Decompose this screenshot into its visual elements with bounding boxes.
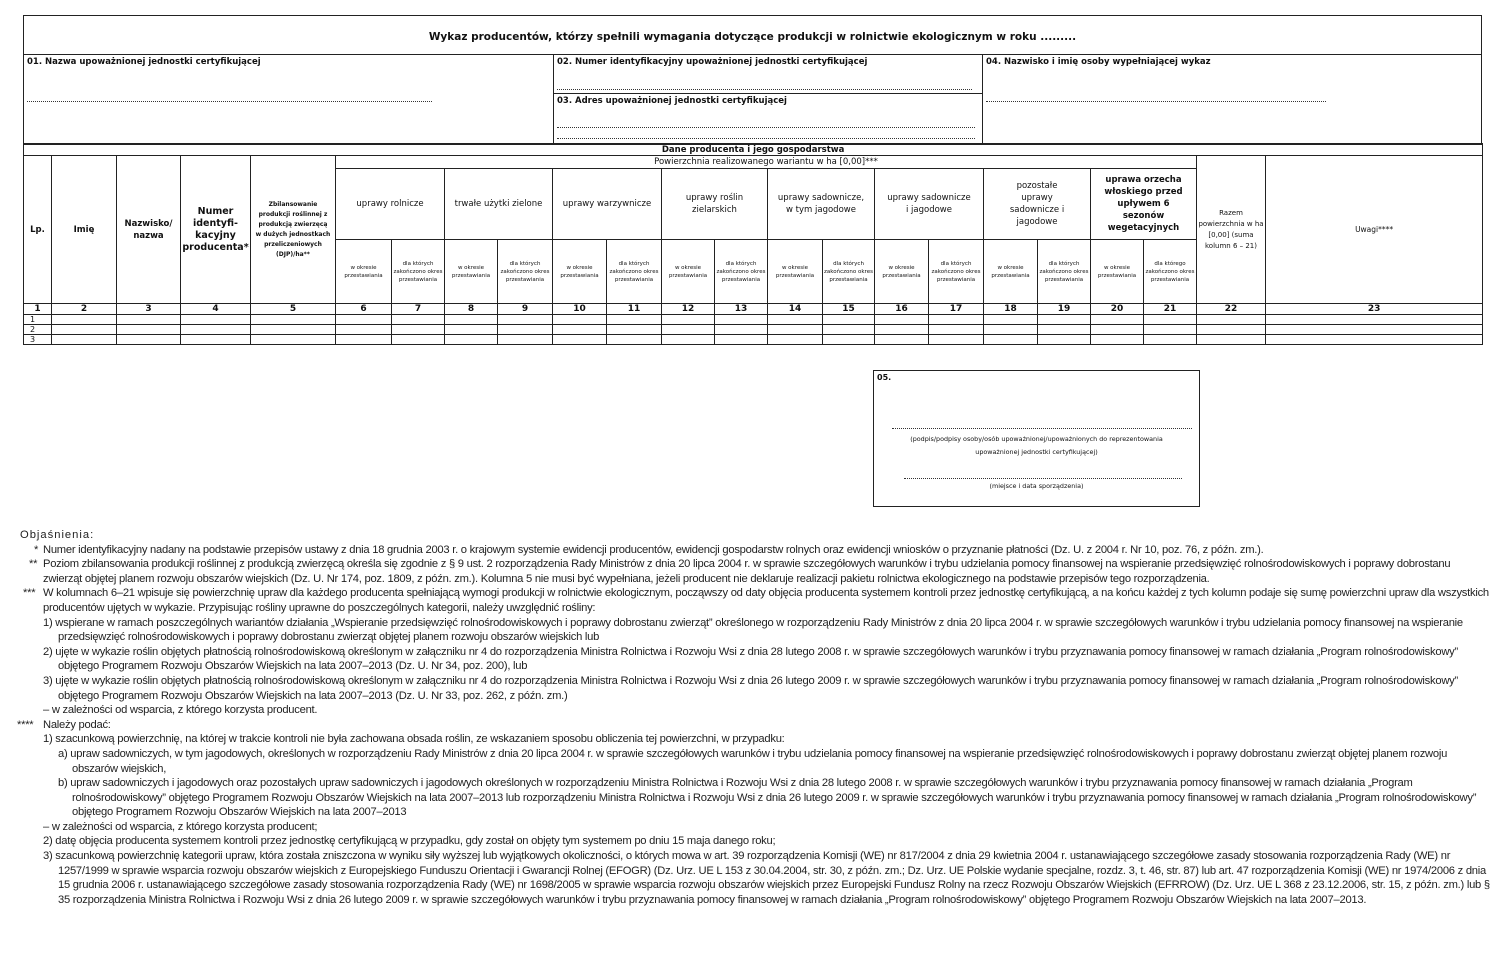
note-text: Poziom zbilansowania produkcji roślinnej z produkcją zwierzęcą określa się zgodnie z § 9 ust. 2 rozporządzenia Rady Ministrów z dnia 20 lipca 2004 r. w sprawie szczegółowych warunków i trybu udzielania pomocy finansowej na wspieranie przedsięwzięć rolnośrodowiskowych i poprawy dobrostanu zwierząt objętej planem rozwoju obszarów wiejskich (Dz. U. Nr 174, poz. 1809, z późn. zm.). Kolumna 5 nie musi być wypełniana, jeżeli producent nie deklaruje realizacji pakietu rolnictwa ekologicznego na podstawie przepisów tego rozporządzenia. xyxy=(43,558,1451,585)
note-4-item-1b: b) upraw sadowniczych i jagodowych oraz pozostałych upraw sadowniczych i jagodowych określonych w rozporządzeniu Ministra Rolnictwa i Rozwoju Wsi z dnia 28 lutego 2008 r. w sprawie szczegółowych warunków i trybu przyznawania pomocy finansowej w ramach działania „Program rolnośrodowiskowy” objętego Programem Rozwoju Obszarów Wiejskich na lata 2007–2013 lub rozporządzeniu Ministra Rolnictwa i Rozwoju Wsi z dnia 26 lutego 2009 r. w sprawie szczegółowych warunków i trybu przyznawania pomocy finansowej w ramach działania „Program rolnośrodowiskowy” objętego Programem Rozwoju Obszarów Wiejskich na lata 2007–2013 xyxy=(58,777,1477,819)
col-num: 21 xyxy=(1144,304,1197,315)
cell-input[interactable] xyxy=(1197,335,1266,345)
header-surname: Nazwisko/ nazwa xyxy=(117,156,181,304)
cell-input[interactable] xyxy=(52,335,117,345)
cell-input[interactable] xyxy=(1038,315,1091,325)
cell-input[interactable] xyxy=(1038,325,1091,335)
subheader-in-conversion: w okresie przestawiania xyxy=(336,240,392,304)
cell-input[interactable] xyxy=(662,315,715,325)
col-num: 7 xyxy=(392,304,445,315)
cell-input[interactable] xyxy=(929,315,984,325)
subheader-in-conversion: w okresie przestawiania xyxy=(445,240,498,304)
note-4-item-2: 2) datę objęcia producenta systemem kontroli przez jednostkę certyfikującą w przypadku, gdy został on objęty tym systemem po dniu 15 maja danego roku; xyxy=(43,835,776,848)
field-03-input-line-2[interactable] xyxy=(557,138,975,139)
col-num: 12 xyxy=(662,304,715,315)
cell-input[interactable] xyxy=(445,325,498,335)
cell-input[interactable] xyxy=(875,315,929,325)
subheader-conversion-done: dla których zakończono okres przestawiania xyxy=(498,240,553,304)
cell-input[interactable] xyxy=(715,335,768,345)
note-1 xyxy=(20,543,1490,558)
table-row xyxy=(24,315,1483,325)
col-num: 3 xyxy=(117,304,181,315)
note-text: W kolumnach 6–21 wpisuje się powierzchnię upraw dla każdego producenta spełniającą wymogi produkcji w rolnictwie ekologicznym, począwszy od daty objęcia producenta systemem kontroli przez jednostkę certyfikującą, a na końcu każdej z tych kolumn podaje się sumę powierzchni upraw dla wszystkich producentów ujętych w wykazie. Przypisując rośliny uprawne do poszczególnych kategorii, należy uwzględnić rośliny: xyxy=(43,587,1489,614)
cell-input[interactable] xyxy=(251,335,336,345)
subheader-in-conversion: w okresie przestawiania xyxy=(1091,240,1144,304)
subheader-conversion-done: dla których zakończono okres przestawiania xyxy=(715,240,768,304)
form-title-box xyxy=(23,15,1482,55)
cell-input[interactable] xyxy=(1038,335,1091,345)
cell-input[interactable] xyxy=(875,325,929,335)
header-remarks: Uwagi**** xyxy=(1266,156,1483,304)
cell-input[interactable] xyxy=(929,325,984,335)
cell-input[interactable] xyxy=(181,315,251,325)
col-num: 19 xyxy=(1038,304,1091,315)
signature-line[interactable] xyxy=(892,428,1192,429)
cell-input[interactable] xyxy=(929,335,984,345)
header-cat-orchard-berry: uprawy sadownicze, w tym jagodowe xyxy=(768,169,875,240)
cell-input[interactable] xyxy=(1091,325,1144,335)
cell-input[interactable] xyxy=(1144,325,1197,335)
cell-input[interactable] xyxy=(984,335,1038,345)
note-mark: * xyxy=(34,543,39,556)
field-04-input-line[interactable] xyxy=(986,101,1326,102)
cell-input[interactable] xyxy=(984,325,1038,335)
producers-table xyxy=(23,143,1483,345)
field-03-input-line[interactable] xyxy=(557,127,975,128)
col-num: 8 xyxy=(445,304,498,315)
row-lp: 1 xyxy=(24,315,52,325)
col-num: 17 xyxy=(929,304,984,315)
field-03-label: 03. Adres upoważnionej jednostki certyfikującej xyxy=(557,96,787,106)
cell-input[interactable] xyxy=(1266,315,1483,325)
cell-input[interactable] xyxy=(117,335,181,345)
cell-input[interactable] xyxy=(984,315,1038,325)
cell-input[interactable] xyxy=(607,325,662,335)
subheader-in-conversion: w okresie przestawiania xyxy=(662,240,715,304)
note-mark: ** xyxy=(29,558,38,571)
field-02-certifier-id xyxy=(553,54,983,94)
cell-input[interactable] xyxy=(823,325,875,335)
subheader-conversion-done: dla których zakończono okres przestawiania xyxy=(392,240,445,304)
col-num: 11 xyxy=(607,304,662,315)
explanatory-notes xyxy=(17,528,1490,907)
cell-input[interactable] xyxy=(875,335,929,345)
header-area-variant: Powierzchnia realizowanego wariantu w ha [0,00]*** xyxy=(336,156,1197,169)
note-text: Należy podać: xyxy=(43,718,111,731)
note-4-item-1a: a) upraw sadowniczych, w tym jagodowych, określonych w rozporządzeniu Rady Ministrów z dnia 20 lipca 2004 r. w sprawie szczegółowych warunków i trybu udzielania pomocy finansowej na wspieranie przedsięwzięć rolnośrodowiskowych i poprawy dobrostanu zwierząt objętej planem rozwoju obszarów wiejskich, xyxy=(58,747,1448,775)
cell-input[interactable] xyxy=(445,335,498,345)
header-cat-other-orchard: pozostałe uprawy sadownicze i jagodowe xyxy=(984,169,1091,240)
cell-input[interactable] xyxy=(117,315,181,325)
cell-input[interactable] xyxy=(715,325,768,335)
cell-input[interactable] xyxy=(768,335,823,345)
cell-input[interactable] xyxy=(607,315,662,325)
subheader-in-conversion: w okresie przestawiania xyxy=(553,240,607,304)
cell-input[interactable] xyxy=(117,325,181,335)
field-04-filler-name xyxy=(982,54,1482,145)
header-total-area: Razem powierzchnia w ha [0,00] (suma kolumn 6 – 21) xyxy=(1197,156,1266,304)
cell-input[interactable] xyxy=(1197,315,1266,325)
note-4-item-1: 1) szacunkową powierzchnię, na której w trakcie kontroli nie była zachowana obsada roślin, ze wskazaniem sposobu obliczenia tej powierzchni, w przypadku: xyxy=(43,733,785,746)
place-date-caption: (miejsce i data sporządzenia) xyxy=(989,482,1084,490)
field-02-label: 02. Numer identyfikacyjny upoważnionej jednostki certyfikującej xyxy=(557,57,868,67)
cell-input[interactable] xyxy=(445,315,498,325)
place-date-line[interactable] xyxy=(904,478,1182,479)
cell-input[interactable] xyxy=(392,335,445,345)
field-03-certifier-address xyxy=(553,93,983,145)
subheader-conversion-done: dla których zakończono okres przestawiania xyxy=(607,240,662,304)
header-cat-grassland: trwałe użytki zielone xyxy=(445,169,553,240)
note-4-item-3: 3) szacunkową powierzchnię kategorii upraw, która została zniszczona w wyniku siły wyższej lub wyjątkowych okoliczności, o których mowa w art. 39 rozporządzenia Komisji (WE) nr 817/2004 z dnia 29 kwietnia 2004 r. ustanawiającego szczegółowe zasady stosowania rozporządzenia Rady (WE) nr 1257/1999 w sprawie wsparcia rozwoju obszarów wiejskich z Europejskiego Funduszu Orientacji i Gwarancji Rolnej (EFOGR) (Dz. Urz. UE L 153 z 30.04.2004, str. 30, z późn. zm.; Dz. Urz. UE Polskie wydanie specjalne, rozdz. 3, t. 46, str. 87) lub art. 47 rozporządzenia Komisji (WE) nr 1974/2006 z dnia 15 grudnia 2006 r. ustanawiającego szczegółowe zasady stosowania rozporządzenia Rady (WE) nr 1698/2005 w sprawie wsparcia rozwoju obszarów wiejskich przez Europejski Fundusz Rolny na rzecz Rozwoju Obszarów Wiejskich (EFRROW) (Dz. Urz. UE L 368 z 23.12.2006, str. 15, z późn. zm.) lub § 35 rozporządzenia Ministra Rolnictwa i Rozwoju Wsi z dnia 26 lutego 2009 r. w sprawie szczegółowych warunków i trybu przyznawania pomocy finansowej w ramach działania „Program rolnośrodowiskowy” objętego Programem Rozwoju Obszarów Wiejskich na lata 2007–2013. xyxy=(43,850,1490,906)
note-text: Numer identyfikacyjny nadany na podstawie przepisów ustawy z dnia 18 grudnia 2003 r. o krajowym systemie ewidencji producentów, ewidencji gospodarstw rolnych oraz ewidencji wniosków o przyznanie płatności (Dz. U. z 2004 r. Nr 10, poz. 76, z późn. zm.). xyxy=(43,543,1264,556)
cell-input[interactable] xyxy=(498,315,553,325)
cell-input[interactable] xyxy=(392,315,445,325)
field-01-certifier-name xyxy=(23,54,554,145)
note-3-dash: – w zależności od wsparcia, z którego korzysta producent. xyxy=(43,704,318,717)
subheader-in-conversion: w okresie przestawiania xyxy=(768,240,823,304)
cell-input[interactable] xyxy=(52,315,117,325)
col-num: 6 xyxy=(336,304,392,315)
cell-input[interactable] xyxy=(336,315,392,325)
header-cat-herbs: uprawy roślin zielarskich xyxy=(662,169,768,240)
cell-input[interactable] xyxy=(823,335,875,345)
field-02-input-line[interactable] xyxy=(557,89,972,90)
cell-input[interactable] xyxy=(553,325,607,335)
column-number-row xyxy=(24,304,1483,315)
cell-input[interactable] xyxy=(52,325,117,335)
cell-input[interactable] xyxy=(336,325,392,335)
field-01-input-line[interactable] xyxy=(27,101,432,102)
subheader-conversion-done: dla których zakończono okres przestawiania xyxy=(823,240,875,304)
cell-input[interactable] xyxy=(498,335,553,345)
col-num: 23 xyxy=(1266,304,1483,315)
header-cat-agricultural: uprawy rolnicze xyxy=(336,169,445,240)
signature-caption: (podpis/podpisy osoby/osób upoważnionej/upoważnionych do reprezentowania upoważnionej jednostki certyfikującej) xyxy=(910,435,1163,456)
col-num: 20 xyxy=(1091,304,1144,315)
table-row xyxy=(24,335,1483,345)
cell-input[interactable] xyxy=(553,315,607,325)
cell-input[interactable] xyxy=(662,335,715,345)
header-cat-walnut: uprawa orzecha włoskiego przed upływem 6 sezonów wegetacyjnych xyxy=(1091,169,1197,240)
header-cat-vegetables: uprawy warzywnicze xyxy=(553,169,662,240)
cell-input[interactable] xyxy=(553,335,607,345)
note-4-dash: – w zależności od wsparcia, z którego korzysta producent; xyxy=(43,820,318,833)
note-3-item-3: 3) ujęte w wykazie roślin objętych płatnością rolnośrodowiskową określonym w załączniku nr 4 do rozporządzenia Ministra Rolnictwa i Rozwoju Wsi z dnia 26 lutego 2009 r. w sprawie szczegółowych warunków i trybu przyznawania pomocy finansowej w ramach działania „Program rolnośrodowiskowy” objętego Programem Rozwoju Obszarów Wiejskich na lata 2007–2013 (Dz. U. Nr 33, poz. 262, z późn. zm.) xyxy=(43,674,1458,702)
col-num: 9 xyxy=(498,304,553,315)
subheader-conversion-done: dla którego zakończono okres przestawiania xyxy=(1144,240,1197,304)
header-balance-djp: Zbilansowanie produkcji roślinnej z produkcją zwierzęcą w dużych jednostkach przeliczeniowych (DJP)/ha** xyxy=(251,156,336,304)
col-num: 13 xyxy=(715,304,768,315)
note-mark: *** xyxy=(23,587,36,600)
cell-input[interactable] xyxy=(181,335,251,345)
cell-input[interactable] xyxy=(715,315,768,325)
cell-input[interactable] xyxy=(607,335,662,345)
note-3-item-2: 2) ujęte w wykazie roślin objętych płatnością rolnośrodowiskową określonym w załączniku nr 4 do rozporządzenia Ministra Rolnictwa i Rozwoju Wsi z dnia 28 lutego 2008 r. w sprawie szczegółowych warunków i trybu przyznawania pomocy finansowej w ramach działania „Program rolnośrodowiskowy” objętego Programem Rozwoju Obszarów Wiejskich na lata 2007–2013 (Dz. U. Nr 34, poz. 200), lub xyxy=(43,645,1458,673)
col-num: 16 xyxy=(875,304,929,315)
cell-input[interactable] xyxy=(392,325,445,335)
cell-input[interactable] xyxy=(181,325,251,335)
note-mark: **** xyxy=(17,718,34,731)
subheader-in-conversion: w okresie przestawiania xyxy=(875,240,929,304)
note-2 xyxy=(20,557,1490,586)
col-num: 5 xyxy=(251,304,336,315)
header-cat-orchard-berry-2: uprawy sadownicze i jagodowe xyxy=(875,169,984,240)
cell-input[interactable] xyxy=(336,335,392,345)
cell-input[interactable] xyxy=(823,315,875,325)
note-3 xyxy=(20,586,1490,615)
cell-input[interactable] xyxy=(498,325,553,335)
col-num: 2 xyxy=(52,304,117,315)
header-first-name: Imię xyxy=(52,156,117,304)
signature-label: 05. xyxy=(877,373,892,382)
note-4 xyxy=(17,718,1490,733)
col-num: 10 xyxy=(553,304,607,315)
header-producer-id: Numer identyfi- kacyjny producenta* xyxy=(181,156,251,304)
cell-input[interactable] xyxy=(768,325,823,335)
col-num: 1 xyxy=(24,304,52,315)
header-lp: Lp. xyxy=(24,156,52,304)
cell-input[interactable] xyxy=(768,315,823,325)
subheader-conversion-done: dla których zakończono okres przestawiania xyxy=(929,240,984,304)
cell-input[interactable] xyxy=(1144,315,1197,325)
cell-input[interactable] xyxy=(1091,315,1144,325)
notes-heading: Objaśnienia: xyxy=(20,529,95,541)
col-num: 4 xyxy=(181,304,251,315)
field-01-label: 01. Nazwa upoważnionej jednostki certyfikującej xyxy=(27,57,261,67)
cell-input[interactable] xyxy=(1266,335,1483,345)
cell-input[interactable] xyxy=(251,325,336,335)
cell-input[interactable] xyxy=(1144,335,1197,345)
subheader-in-conversion: w okresie przestawiania xyxy=(984,240,1038,304)
table-row xyxy=(24,325,1483,335)
cell-input[interactable] xyxy=(251,315,336,325)
row-lp: 3 xyxy=(24,335,52,345)
col-num: 14 xyxy=(768,304,823,315)
cell-input[interactable] xyxy=(1266,325,1483,335)
col-num: 18 xyxy=(984,304,1038,315)
col-num: 15 xyxy=(823,304,875,315)
cell-input[interactable] xyxy=(1091,335,1144,345)
subheader-conversion-done: dla których zakończono okres przestawiania xyxy=(1038,240,1091,304)
section-producer-data: Dane producenta i jego gospodarstwa xyxy=(24,144,1483,156)
note-3-item-1: 1) wspierane w ramach poszczególnych wariantów działania „Wspieranie przedsięwzięć rolnośrodowiskowych i poprawy dobrostanu zwierząt” określonego w rozporządzeniu Rady Ministrów z dnia 20 lipca 2004 r. w sprawie szczegółowych warunków i trybu udzielania pomocy finansowej na wspieranie przedsięwzięć rolnośrodowiskowych i poprawy dobrostanu zwierząt objętej planem rozwoju obszarów wiejskich lub xyxy=(43,616,1463,644)
col-num: 22 xyxy=(1197,304,1266,315)
field-04-label: 04. Nazwisko i imię osoby wypełniającej wykaz xyxy=(986,57,1211,67)
signature-box-05 xyxy=(873,370,1200,507)
form-title: Wykaz producentów, którzy spełnili wymagania dotyczące produkcji w rolnictwie ekologicznym w roku ......... xyxy=(428,31,1077,43)
cell-input[interactable] xyxy=(662,325,715,335)
cell-input[interactable] xyxy=(1197,325,1266,335)
row-lp: 2 xyxy=(24,325,52,335)
